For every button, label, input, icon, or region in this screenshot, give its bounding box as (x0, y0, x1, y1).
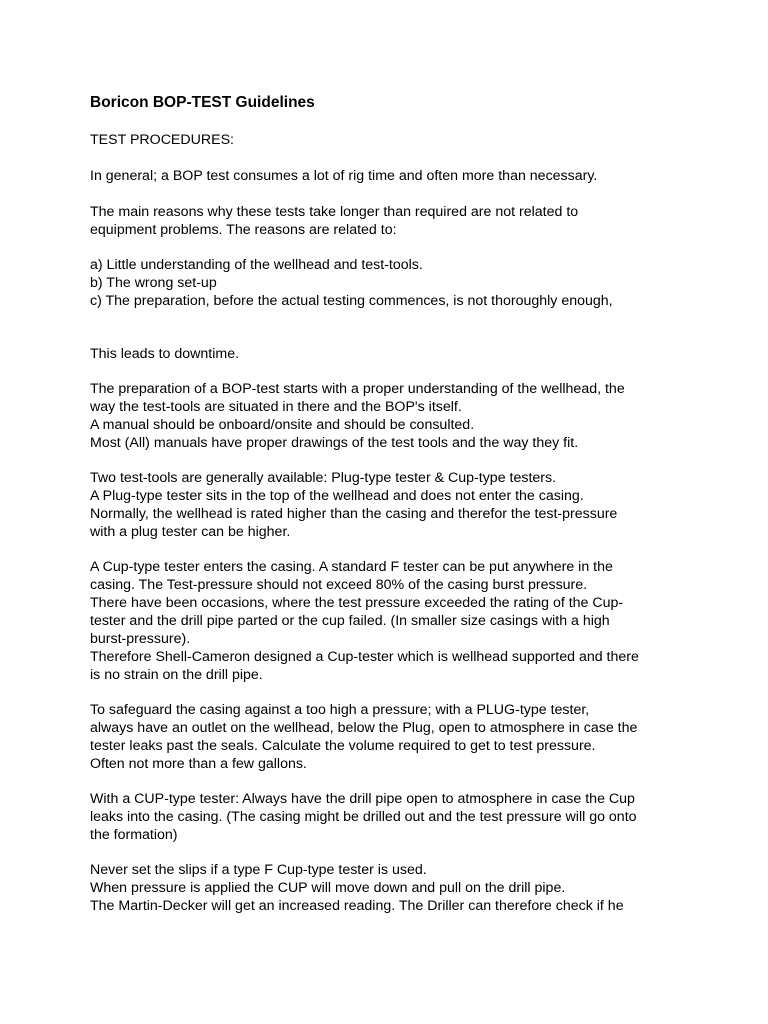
text-line: casing. The Test-pressure should not exceed 80% of the casing burst pressure. (90, 577, 588, 593)
text-line: is no strain on the drill pipe. (90, 667, 263, 683)
text-line: This leads to downtime. (90, 346, 240, 362)
text-line: When pressure is applied the CUP will move down and pull on the drill pipe. (90, 880, 566, 896)
text-line: tester and the drill pipe parted or the cup failed. (In smaller size casings with a high (90, 613, 610, 629)
text-line: A Cup-type tester enters the casing. A standard F tester can be put anywhere in the (90, 559, 613, 575)
text-line: The main reasons why these tests take longer than required are not related to (90, 204, 579, 220)
text-line: the formation) (90, 827, 178, 843)
section-heading: TEST PROCEDURES: (90, 132, 235, 148)
text-line: Often not more than a few gallons. (90, 756, 307, 772)
text-line: There have been occasions, where the test pressure exceeded the rating of the Cup- (90, 595, 624, 611)
text-line: The preparation of a BOP-test starts with a proper understanding of the wellhead, the (90, 381, 625, 397)
text-line: with a plug tester can be higher. (90, 524, 291, 540)
text-line: To safeguard the casing against a too high a pressure; with a PLUG-type tester, (90, 702, 590, 718)
text-line: tester leaks past the seals. Calculate the volume required to get to test pressure. (90, 738, 596, 754)
text-line: Never set the slips if a type F Cup-type tester is used. (90, 862, 427, 878)
text-line: equipment problems. The reasons are related to: (90, 222, 397, 238)
text-line: Therefore Shell-Cameron designed a Cup-tester which is wellhead supported and there (90, 649, 639, 665)
text-line: always have an outlet on the wellhead, below the Plug, open to atmosphere in case the (90, 720, 638, 736)
list-item: b) The wrong set-up (90, 275, 217, 291)
text-line: leaks into the casing. (The casing might be drilled out and the test pressure will go onto (90, 809, 637, 825)
text-line: With a CUP-type tester: Always have the drill pipe open to atmosphere in case the Cup (90, 791, 635, 807)
text-line: The Martin-Decker will get an increased reading. The Driller can therefore check if he (90, 898, 624, 914)
list-item: a) Little understanding of the wellhead and test-tools. (90, 257, 423, 273)
text-line: In general; a BOP test consumes a lot of rig time and often more than necessary. (90, 168, 598, 184)
text-line: A manual should be onboard/onsite and should be consulted. (90, 417, 475, 433)
text-line: A Plug-type tester sits in the top of the wellhead and does not enter the casing. (90, 488, 584, 504)
text-line: burst-pressure). (90, 631, 191, 647)
text-line: way the test-tools are situated in there and the BOP's itself. (90, 399, 462, 415)
text-line: Most (All) manuals have proper drawings of the test tools and the way they fit. (90, 435, 579, 451)
text-line: Two test-tools are generally available: Plug-type tester & Cup-type testers. (90, 470, 557, 486)
list-item: c) The preparation, before the actual testing commences, is not thoroughly enough, (90, 293, 613, 309)
text-line: Normally, the wellhead is rated higher than the casing and therefor the test-pressure (90, 506, 618, 522)
document-title: Boricon BOP-TEST Guidelines (90, 94, 315, 111)
